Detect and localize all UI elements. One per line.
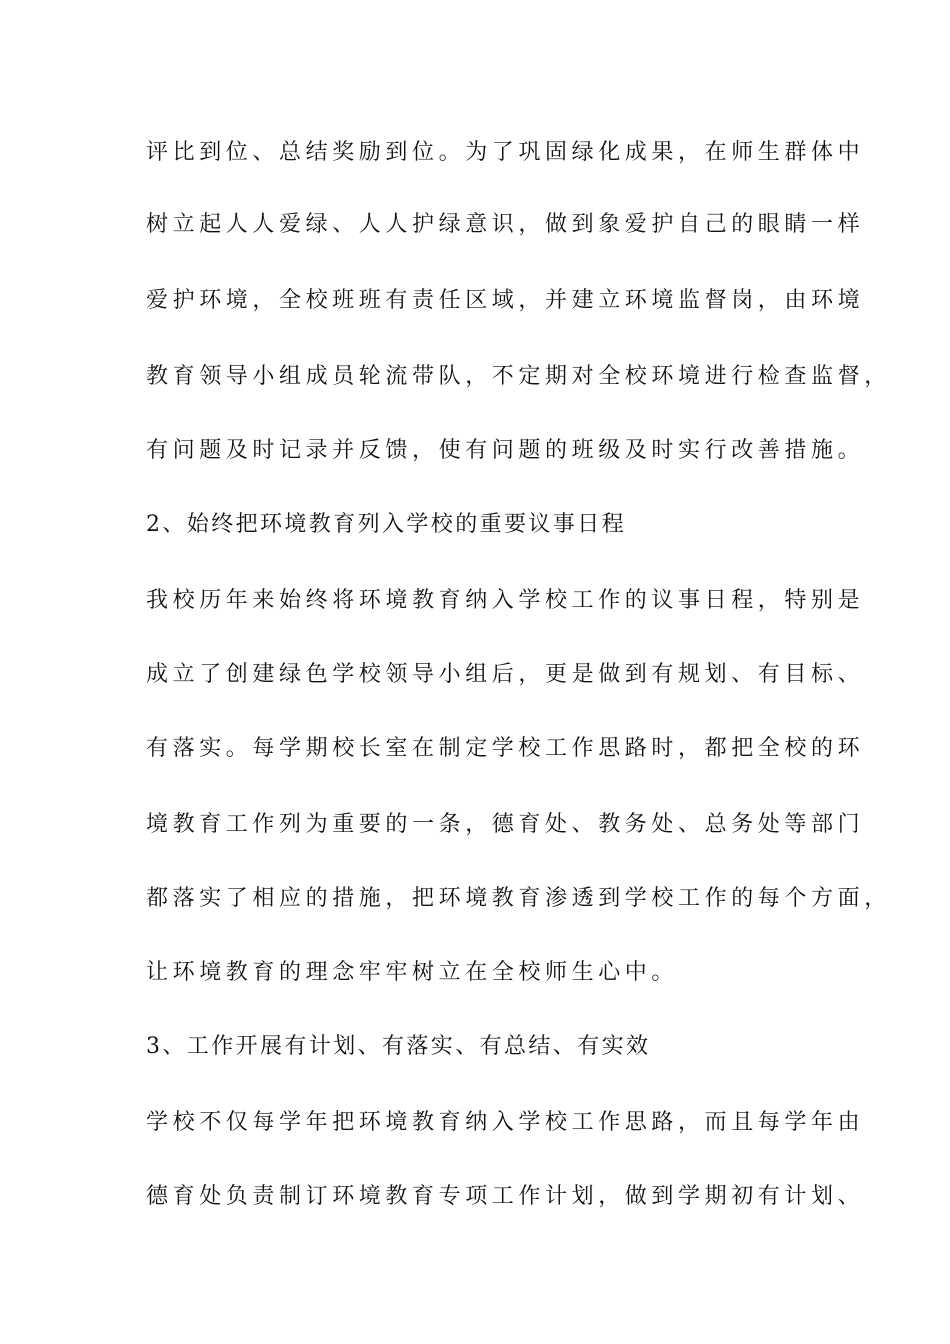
section-heading: 2、始终把环境教育列入学校的重要议事日程: [146, 512, 626, 537]
paragraph-line: 有落实。每学期校长室在制定学校工作思路时，都把全校的环: [146, 736, 865, 761]
section-heading: 3、工作开展有计划、有落实、有总结、有实效: [146, 1034, 651, 1059]
paragraph-line: 让环境教育的理念牢牢树立在全校师生心中。: [146, 960, 679, 985]
paragraph-line: 学校不仅每学年把环境教育纳入学校工作思路，而且每学年由: [146, 1110, 865, 1135]
paragraph-line: 都落实了相应的措施，把环境教育渗透到学校工作的每个方面，: [146, 886, 891, 911]
paragraph-line: 我校历年来始终将环境教育纳入学校工作的议事日程，特别是: [146, 588, 865, 613]
paragraph-line: 有问题及时记录并反馈，使有问题的班级及时实行改善措施。: [146, 438, 865, 463]
paragraph-line: 成立了创建绿色学校领导小组后，更是做到有规划、有目标、: [146, 662, 865, 687]
paragraph-line: 树立起人人爱绿、人人护绿意识，做到象爱护自己的眼睛一样: [146, 212, 865, 237]
paragraph-line: 境教育工作列为重要的一条，德育处、教务处、总务处等部门: [146, 812, 865, 837]
paragraph-line: 爱护环境，全校班班有责任区域，并建立环境监督岗，由环境: [146, 288, 865, 313]
paragraph-line: 教育领导小组成员轮流带队，不定期对全校环境进行检查监督，: [146, 364, 891, 389]
paragraph-line: 德育处负责制订环境教育专项工作计划，做到学期初有计划、: [146, 1184, 865, 1209]
paragraph-line: 评比到位、总结奖励到位。为了巩固绿化成果，在师生群体中: [146, 140, 865, 165]
